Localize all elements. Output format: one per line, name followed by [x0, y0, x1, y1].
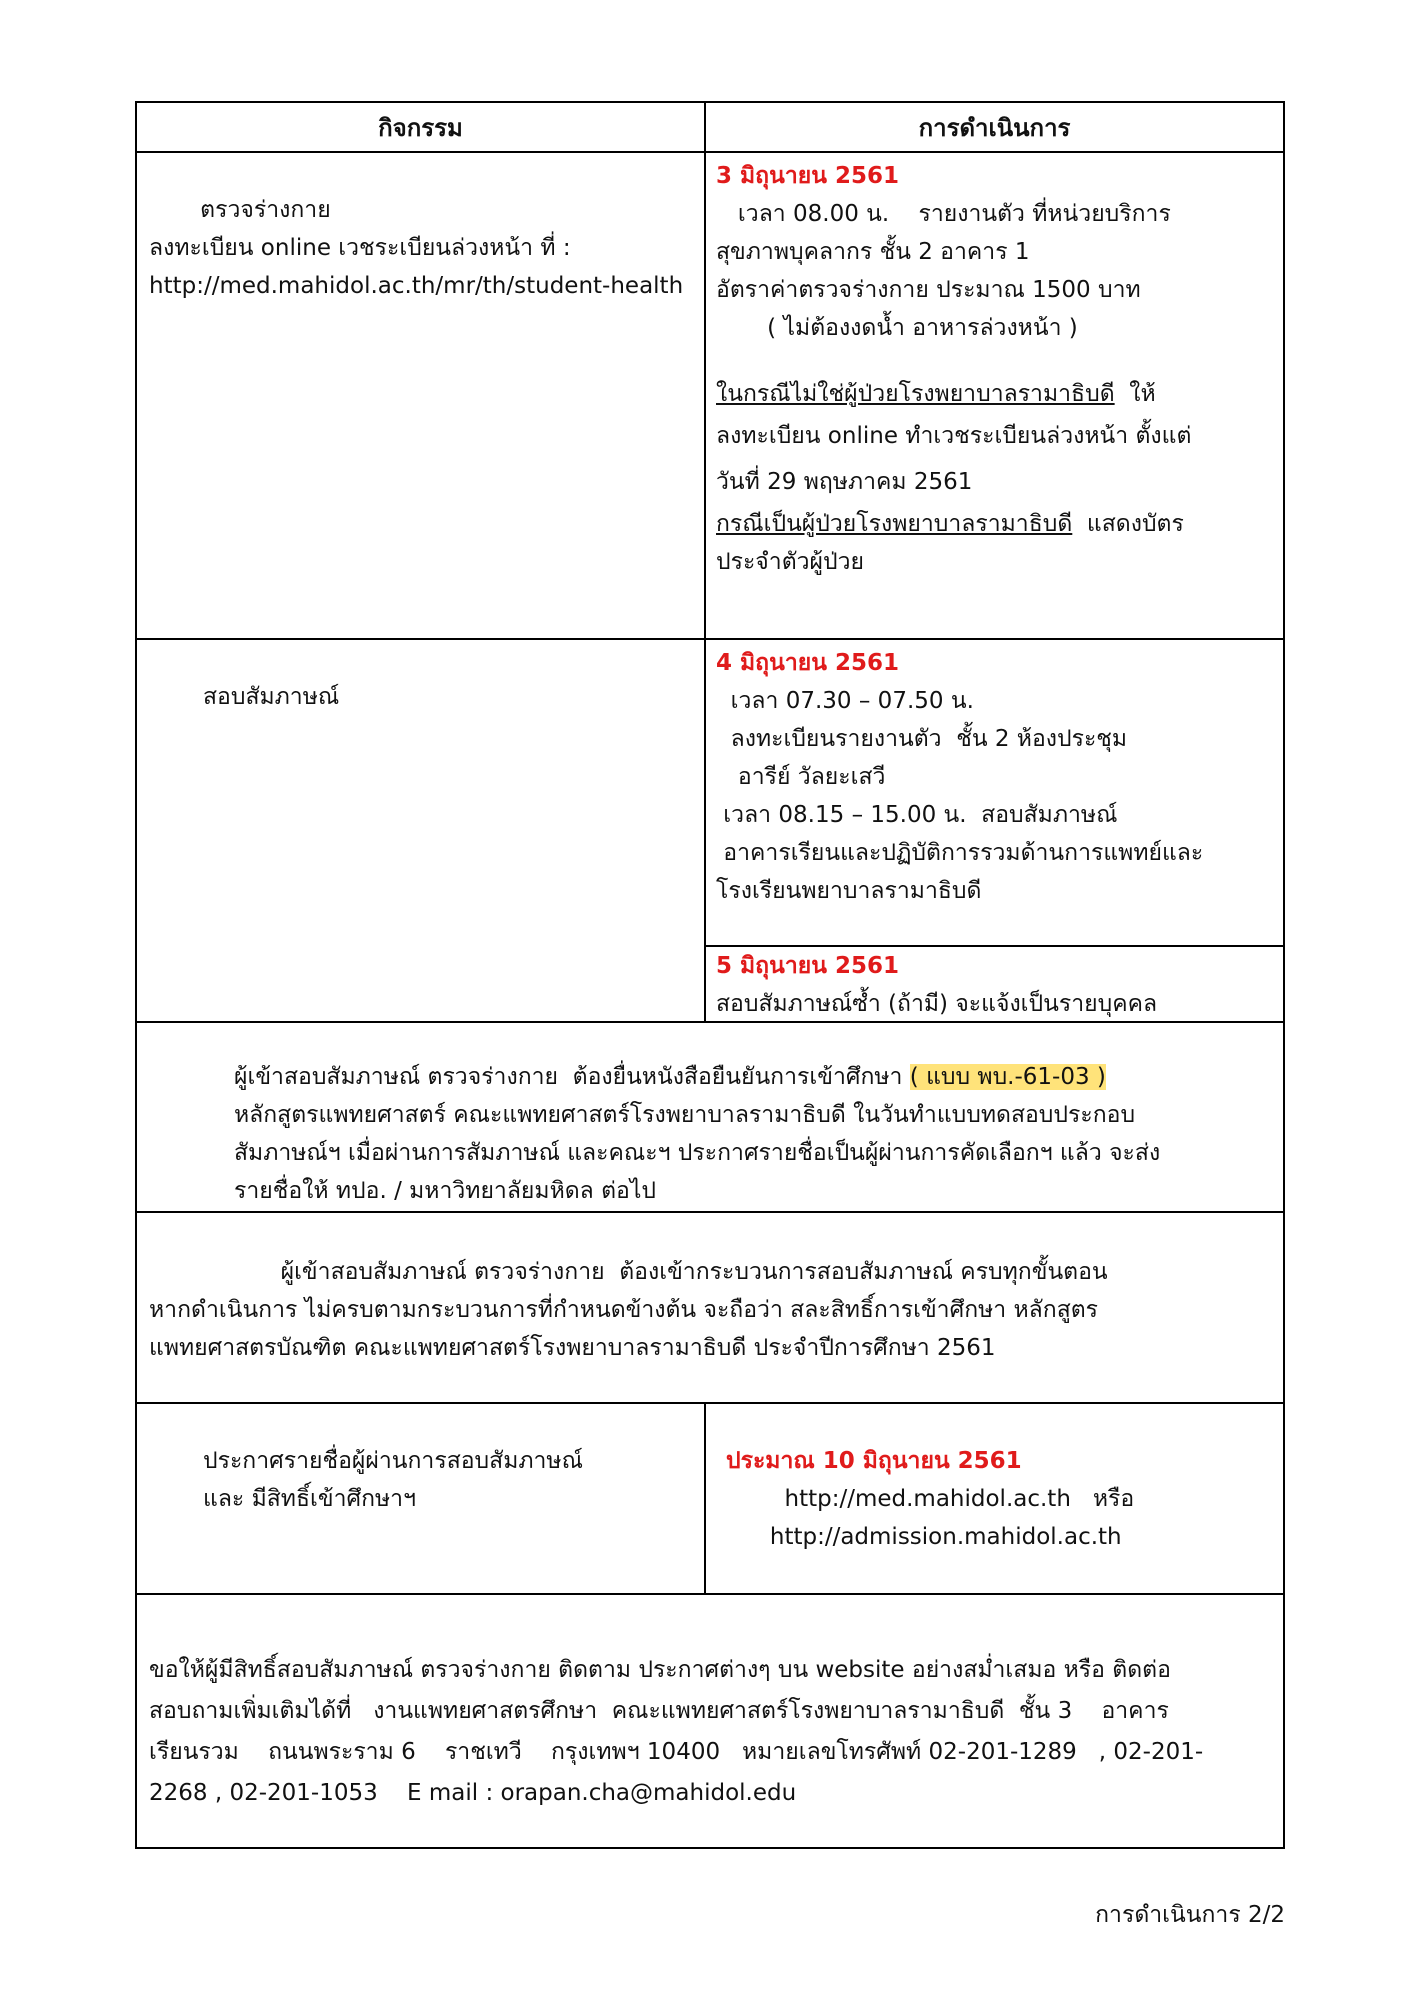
table-row-confirmation-note — [137, 1023, 1283, 1213]
contact-line: สอบถามเพิ่มเติมได้ที่ งานแพทยศาสตรศึกษา คณะแพทยศาสตร์โรงพยาบาลรามาธิบดี ชั้น 3 อาคาร — [149, 1698, 1169, 1724]
interview-line: อารีย์ วัลยะเสวี — [716, 764, 886, 790]
process-note — [149, 1253, 1108, 1367]
exam-activity-line: ลงทะเบียน online เวชระเบียนล่วงหน้า ที่ : — [149, 235, 571, 261]
note-line: ผู้เข้าสอบสัมภาษณ์ ตรวจร่างกาย ต้องยื่นหนังสือยืนยันการเข้าศึกษา ( แบบ พบ.-61-03 ) — [234, 1064, 1106, 1090]
reinterview-date: 5 มิถุนายน 2561 — [716, 953, 899, 979]
contact-line: เรียนรวม ถนนพระราม 6 ราชเทวี กรุงเทพฯ 10400 หมายเลขโทรศัพท์ 02-201-1289 , 02-201- — [149, 1739, 1204, 1765]
reinterview-operation — [716, 947, 1157, 1023]
exam-line: ( ไม่ต้องงดน้ำ อาหารล่วงหน้า ) — [716, 315, 1078, 341]
exam-case-patient: กรณีเป็นผู้ป่วยโรงพยาบาลรามาธิบดี แสดงบัตร — [716, 511, 1184, 537]
interview-operation — [716, 644, 1203, 910]
exam-line: อัตราค่าตรวจร่างกาย ประมาณ 1500 บาท — [716, 277, 1141, 303]
interview-line: เวลา 07.30 – 07.50 น. — [716, 688, 974, 714]
header-activity: กิจกรรม — [137, 103, 706, 151]
table-row-announcement — [137, 1404, 1283, 1595]
contact-info — [149, 1650, 1203, 1814]
reinterview-line: สอบสัมภาษณ์ซ้ำ (ถ้ามี) จะแจ้งเป็นรายบุคคล — [716, 991, 1158, 1017]
note-line: ผู้เข้าสอบสัมภาษณ์ ตรวจร่างกาย ต้องเข้ากระบวนการสอบสัมภาษณ์ ครบทุกขั้นตอน — [149, 1259, 1108, 1285]
note-line: รายชื่อให้ ทปอ. / มหาวิทยาลัยมหิดล ต่อไป — [234, 1178, 656, 1204]
exam-date: 3 มิถุนายน 2561 — [716, 163, 899, 189]
exam-operation — [716, 157, 1191, 581]
interview-line: เวลา 08.15 – 15.00 น. สอบสัมภาษณ์ — [716, 802, 1118, 828]
exam-line: สุขภาพบุคลากร ชั้น 2 อาคาร 1 — [716, 239, 1030, 265]
exam-activity-line: ตรวจร่างกาย — [149, 197, 331, 223]
table-row-physical-exam — [137, 153, 1283, 640]
announce-operation — [726, 1442, 1134, 1556]
announce-activity-text: ประกาศรายชื่อผู้ผ่านการสอบสัมภาษณ์ และ มีสิทธิ์เข้าศึกษาฯ — [203, 1448, 583, 1512]
exam-case-line: ลงทะเบียน online ทำเวชระเบียนล่วงหน้า ตั้งแต่ — [716, 423, 1192, 449]
exam-case-line: ประจำตัวผู้ป่วย — [716, 549, 865, 575]
table-row-process-note — [137, 1213, 1283, 1404]
note-line: สัมภาษณ์ฯ เมื่อผ่านการสัมภาษณ์ และคณะฯ ประกาศรายชื่อเป็นผู้ผ่านการคัดเลือกฯ แล้ว จะส่ง — [234, 1140, 1161, 1166]
schedule-table — [135, 101, 1285, 1849]
interview-activity-text: สอบสัมภาษณ์ — [203, 684, 340, 710]
interview-date: 4 มิถุนายน 2561 — [716, 650, 899, 676]
note-line: หากดำเนินการ ไม่ครบตามกระบวนการที่กำหนดข้างต้น จะถือว่า สละสิทธิ์การเข้าศึกษา หลักสูตร — [149, 1297, 1099, 1323]
note-line: แพทยศาสตรบัณฑิต คณะแพทยศาสตร์โรงพยาบาลรามาธิบดี ประจำปีการศึกษา 2561 — [149, 1335, 996, 1361]
form-code-highlight: ( แบบ พบ.-61-03 ) — [909, 1064, 1106, 1090]
contact-line: 2268 , 02-201-1053 E mail : orapan.cha@mahidol.edu — [149, 1780, 797, 1806]
exam-case-non-patient: ในกรณีไม่ใช่ผู้ป่วยโรงพยาบาลรามาธิบดี ให้ — [716, 381, 1156, 407]
announce-date: ประมาณ 10 มิถุนายน 2561 — [726, 1448, 1022, 1474]
announce-link-admission: http://admission.mahidol.ac.th — [726, 1524, 1122, 1550]
page-footer: การดำเนินการ 2/2 — [1095, 1902, 1285, 1928]
contact-line: ขอให้ผู้มีสิทธิ์สอบสัมภาษณ์ ตรวจร่างกาย ติดตาม ประกาศต่างๆ บน website อย่างสม่ำเสมอ หรือ ติดต่อ — [149, 1657, 1171, 1683]
interview-line: โรงเรียนพยาบาลรามาธิบดี — [716, 878, 982, 904]
exam-line: เวลา 08.00 น. รายงานตัว ที่หน่วยบริการ — [716, 201, 1171, 227]
exam-case-line: วันที่ 29 พฤษภาคม 2561 — [716, 469, 973, 495]
table-row-interview — [137, 640, 1283, 1023]
exam-registration-url: http://med.mahidol.ac.th/mr/th/student-health — [149, 273, 684, 299]
table-row-contact — [137, 1595, 1283, 1847]
interview-line: อาคารเรียนและปฏิบัติการรวมด้านการแพทย์และ — [716, 840, 1204, 866]
exam-activity-text — [149, 191, 683, 305]
table-header-row — [137, 103, 1283, 153]
header-operation: การดำเนินการ — [918, 113, 1071, 142]
interview-line: ลงทะเบียนรายงานตัว ชั้น 2 ห้องประชุม — [716, 726, 1128, 752]
announce-link-med: http://med.mahidol.ac.th หรือ — [726, 1486, 1135, 1512]
note-line: หลักสูตรแพทยศาสตร์ คณะแพทยศาสตร์โรงพยาบาลรามาธิบดี ในวันทำแบบทดสอบประกอบ — [234, 1102, 1136, 1128]
confirmation-note — [234, 1058, 1160, 1210]
